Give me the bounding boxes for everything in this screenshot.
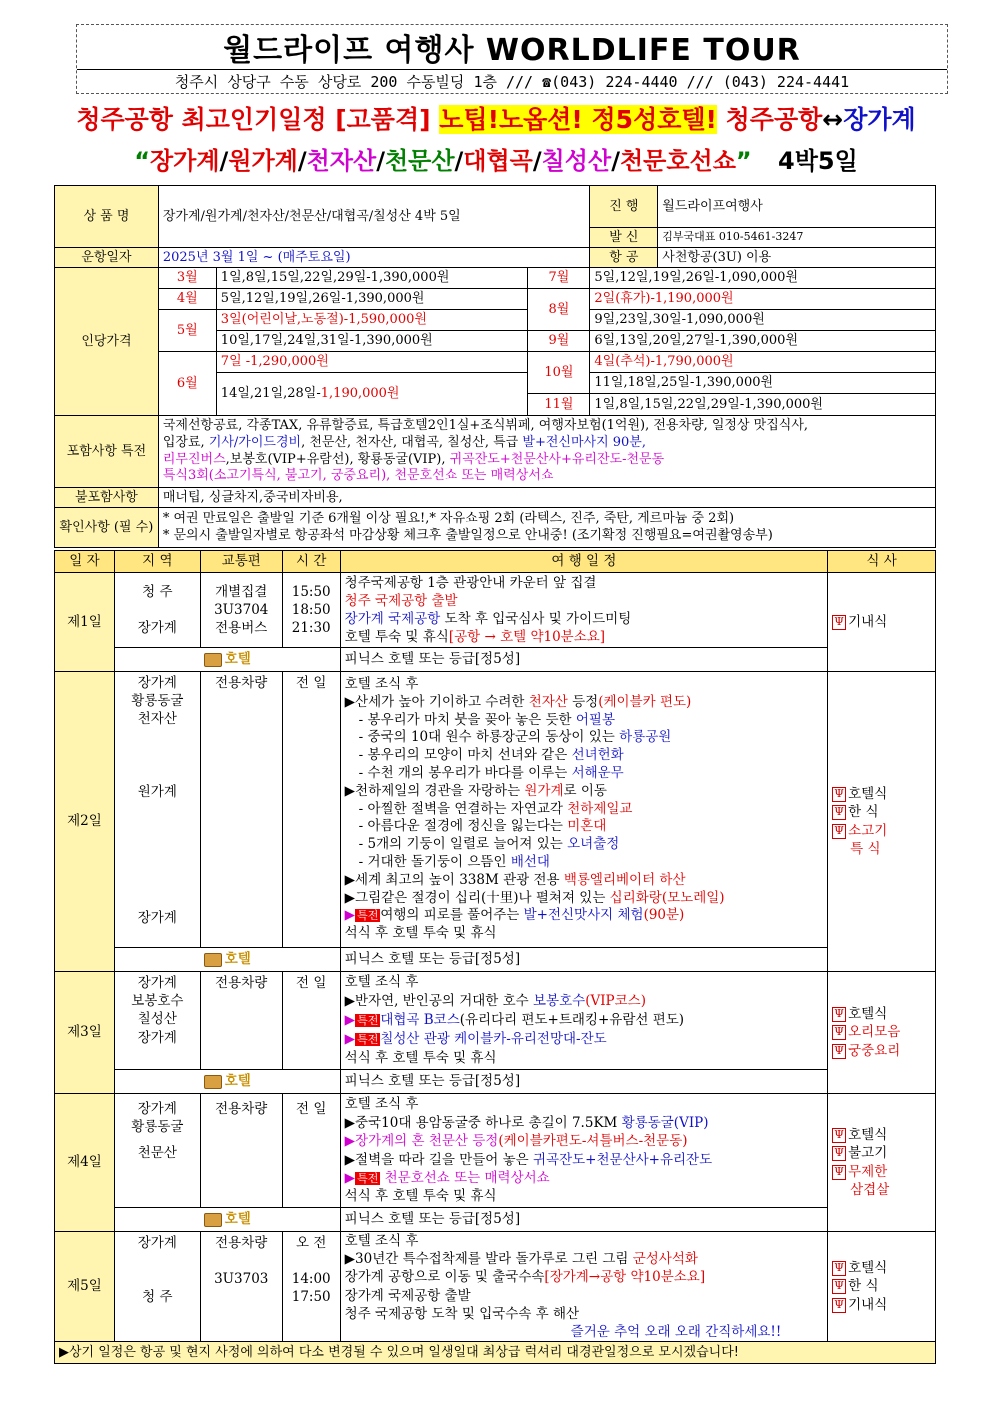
fork-knife-icon: Ψ [832,787,846,802]
day-4: 제4일 [55,1094,115,1232]
hotel-icon [204,653,222,667]
header-box [76,24,948,94]
day-3: 제3일 [55,972,115,1094]
day-1: 제1일 [55,573,115,672]
fork-knife-icon: Ψ [832,1007,846,1022]
headline: 청주공항 최고인기일정 [고품격] 노팁!노옵션! 정5성호텔! 청주공항↔장가계 [76,105,916,134]
day-5: 제5일 [55,1232,115,1342]
hotel-icon [204,1213,222,1227]
fork-knife-icon: Ψ [832,1044,846,1059]
product-info-table: 상 품 명 장가계/원가계/천자산/천문산/대협곡/칠성산 4박 5일 진 행 월드라이프여행사 발 신 김부국대표 010-5461-3247 운항일자 2025년 3월 1일 ~ (매주토요일) 항 공 사천항공(3U) 이용 인당가격 3월 1일,8일,15일,22일,29일-1,390,000원 7월 5일,12일,19일,26일-1,090,000원 4월 5일,12일,19일,26일-1,390,000원 8월 2일(휴가)-1,190,000원 5월 3일(어린이날,노동절)-1,590,000원 9일,23일,30일-1,090,000원 10일,17일,24일,31일-1,390,000원 9월 6일,13일,20일,27일-1,390,000원 6월 7일 -1,290,000원 10월 4일(추석)-1,790,000원 14일,21일,28일-1,190,000원 11일,18일,25일-1,390,000원 11월 1일,8일,15일,22일,29일-1,390,000원 포함사항 특전 국제선항공료, 각종TAX, 유류할증료, 특급호텔2인1실+조식뷔페, 여행자보험(1억원), 전용차량, 일정상 맛집식사, 입장료, 기사/가이드경비, 천문산, 천자산, 대협곡, 칠성산, 특급 발+전신마사지 90분, 리무진버스,보봉호(VIP+유람선), 황룡동굴(VIP), 귀곡잔도+천문산사+유리잔도-천문동 특식3회(소고기특식, 불고기, 궁중요리), 천문호선쇼 또는 매력상서쇼 불포함사항 매너팁, 싱글차지,중국비자비용, 확인사항 (필 수) * 여권 만료일은 출발일 기준 6개월 이상 필요!,* 자유쇼핑 2회 (라텍스, 진주, 죽탄, 게르마늄 중 2회) * 문의시 출발일자별로 항공좌석 마감상황 체크후 출발일정으로 안내중! (조기확정 진행필요=여권촬영송부) [54,185,936,548]
footer-note: ▶상기 일정은 항공 및 현지 사정에 의하여 다소 변경될 수 있으며 일생일대 최상급 럭셔리 대경관일정으로 모시겠습니다! [55,1342,936,1364]
day-2: 제2일 [55,672,115,972]
fork-knife-icon: Ψ [832,1128,846,1143]
company-address: 청주시 상당구 수동 상당로 200 수동빌딩 1층 /// ☎(043) 224-4440 /// (043) 224-4441 [77,69,947,93]
itinerary-table: 일 자 지 역 교통편 시 간 여 행 일 정 식 사 제1일 청 주 장가계 개별집결 3U3704 전용버스 15:50 18:50 21:30 청주국제공항 1층 관광안내 카운터 앞 집결 청주 국제공항 출발 장가계 국제공항 도착 후 입국심사 및 가이드미팅 호텔 투숙 및 휴식[공항 → 호텔 약10분소요] Ψ 기내식 호텔 피닉스 호텔 또는 등급[정5성] 제2일 장가계 황룡동굴 천자산 원가계 장가계 전용차량 전 일 호텔 조식 후 ▶산세가 높아 기이하고 수려한 천자산 등정(케이블카 편도) - 봉우리가 마치 붓을 꽂아 놓은 듯한 어필봉 - 중국의 10대 원수 하룡장군의 동상이 있는 하룡공원 - 봉우리의 모양이 마치 선녀와 같은 선녀헌화 - 수천 개의 봉우리가 바다를 이루는 서해운무 ▶천하제일의 경관을 자랑하는 원가계로 이동 - 아찔한 절벽을 연결하는 자연교각 천하제일교 - 아름다운 절경에 정신을 잃는다는 미혼대 - 5개의 기둥이 일렬로 늘어져 있는 오녀출정 - 거대한 돌기둥이 으뜸인 배선대 ▶세계 최고의 높이 338M 관광 전용 백룡엘리베이터 하산 ▶그림같은 절경이 십리(十里)나 펼쳐져 있는 십리화랑(모노레일) ▶ 특전 여행의 피로를 풀어주는 발+전신맛사지 체험(90분) 석식 후 호텔 투숙 및 휴식 Ψ 호텔식 Ψ 한 식 Ψ 소고기 특 식 호텔 피닉스 호텔 또는 등급[정5성] 제3일 장가계 보봉호수 칠성산 장가계 전용차량 전 일 호텔 조식 후 ▶반자연, 반인공의 거대한 호수 보봉호수(VIP코스) ▶ 특전 대협곡 B코스(유리다리 편도+트래킹+유람선 편도) ▶ 특전 칠성산 관광 케이블카-유리전망대-잔도 석식 후 호텔 투숙 및 휴식 Ψ 호텔식 Ψ 오리모음 Ψ 궁중요리 호텔 피닉스 호텔 또는 등급[정5성] 제4일 장가계 황룡동굴 천문산 전용차량 전 일 호텔 조식 후 ▶중국10대 용암동굴중 하나로 총길이 7.5KM 황룡동굴(VIP) ▶장가계의 혼 천문산 등정(케이블카편도-셔틀버스-천문동) ▶절벽을 따라 길을 만들어 놓은 귀곡잔도+천문산사+유리잔도 ▶ 특전 천문호선쇼 또는 매력상서쇼 석식 후 호텔 투숙 및 휴식 Ψ 호텔식 Ψ 불고기 Ψ 무제한 삼겹살 호텔 피닉스 호텔 또는 등급[정5성] 제5일 장가계 청 주 전용차량 3U3703 오 전 14:00 17:50 호텔 조식 후 ▶30년간 특수접착제를 발라 돌가루로 그린 그림 군성사석화 장가계 공항으로 이동 및 출국수속[장가계→공항 약10분소요] 장가계 국제공항 출발 청주 국제공항 도착 및 입국수속 후 해산 즐거운 추억 오래 오래 간직하세요!! Ψ 호텔식 Ψ 한 식 Ψ 기내식 ▶상기 일정은 항공 및 현지 사정에 의하여 다소 변경될 수 있으며 일생일대 최상급 럭셔리 대경관일정으로 모시겠습니다! [54,550,936,1364]
fork-knife-icon: Ψ [832,615,846,630]
hotel-icon [204,953,222,967]
subtitle: “장가계/원가계/천자산/천문산/대협곡/칠성산/천문호선쇼” 4박5일 [134,147,858,175]
fork-knife-icon: Ψ [832,1146,846,1161]
fork-knife-icon: Ψ [832,1165,846,1180]
fork-knife-icon: Ψ [832,1298,846,1313]
hotel-icon [204,1075,222,1089]
company-title: 월드라이프 여행사 WORLDLIFE TOUR [223,33,801,68]
fork-knife-icon: Ψ [832,1279,846,1294]
fork-knife-icon: Ψ [832,1261,846,1276]
fork-knife-icon: Ψ [832,1025,846,1040]
fork-knife-icon: Ψ [832,824,846,839]
fork-knife-icon: Ψ [832,805,846,820]
